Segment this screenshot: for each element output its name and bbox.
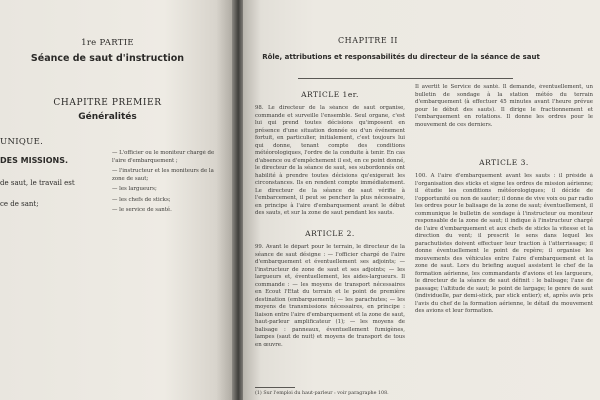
article-heading: ARTICLE 3. (479, 158, 529, 167)
margin-item: de saut, le travail est (0, 179, 75, 187)
footnote: (1) Sur l'emploi du haut-parleur : voir paragraphe 108. (255, 391, 389, 396)
list-item: — l'instructeur et les moniteurs de la zone de saut; (112, 168, 214, 182)
margin-item: UNIQUE. (0, 137, 44, 147)
article-text: 100. A l'aire d'embarquement avant les sauts : il préside à l'organisation des sticks et signe les ordres de mission aérienne; il étudie les conditions météorologiques; il décide de l'opportunité ou non de sauter; il donne de vive voix ou par radio les ordres pour le balisage de la zone de saut; éventuellement, il communique le bulletin de sondage à l'instructeur ou moniteur responsable de la zone de saut; il indique à l'instructeur chargé de l'aire d'embarquement et aux chefs de sticks la vitesse et la direction du vent; il prescrit le sens dans lequel les parachutistes doivent effectuer leur traction à l'atterrissage; il donne éventuellement le point de repère; il organise les mouvements des véhicules entre l'aire d'embarquement et la zone de saut. Lors du briefing auquel assistent le chef de la formation aérienne, les commandants d'avions et les largueurs, le directeur de la séance de saut définit : le balisage; l'axe de passage; l'altitude de saut; le point de largage; le genre de saut (individuelle, par demi-stick, par stick entier); et, après avis pris l'avis du chef de la formation aérienne, le détail du mouvement des avions et leur formation. (415, 173, 593, 314)
chapter-subtitle: Rôle, attributions et responsabilités du directeur de la séance de saut (262, 53, 540, 61)
left-page (0, 0, 235, 400)
footnote-rule (255, 387, 295, 388)
part-title: 1re PARTIE (81, 38, 134, 48)
intro-text: Il avertit le Service de santé. Il demande, éventuellement, un bulletin de sondage à la station météo du terrain d'embarquement (à effectuer 45 minutes avant l'heure prévue pour le début des sauts). Il dirige le fractionnement et l'embarquement en rotations. Il donne les ordres pour le mouvement de ces derniers. (415, 84, 593, 128)
margin-item: ce de sant; (0, 200, 39, 208)
text-column-left (255, 84, 405, 400)
chapter-subtitle: Généralités (78, 112, 137, 122)
article-text: 98. Le directeur de la séance de saut organise, commande et surveille l'ensemble. Seul organe, c'est lui qui prend toutes décisions qu'imposent en présence d'une situation donnée ou d'un événement fortuit, en particulier, initialement, c'est toujours lui qui donne, tenant compte des conditions météorologiques, l'ordre de la conduite à tenir. En cas d'absence ou d'empêchement il est, en ce point donné, le directeur de la séance de saut, ses subordonnés ont habilité à prendre toutes décisions qu'exigerait les circonstances. Ils en rendent compte immédiatement. Le directeur de la séance de saut vérifie à l'embarcement, il peut se pencher la plus nécessaire, en principe à l'aire d'embarquement avant le début des sauts, et sur la zone de saut pendant les sauts. (255, 105, 405, 216)
divider (298, 78, 513, 79)
right-page (243, 0, 600, 400)
article-text: 99. Avant le départ pour le terrain, le directeur de la séance de saut désigne : — l'officier chargé de l'aire d'embarquement et éventuellement ses adjoints; — l'instructeur de zone de saut et ses adjoints; — les largueurs et, éventuellement, les aides-largueurs. Il commande : — les moyens de transport nécessaires en Ecout l'Etat du terrain et le point de première destination (embarquement); — les parachutes; — les moyens de transmissions nécessaires, en principe : liaison entre l'aire d'embarquement et la zone de saut, haut-parleur amplificateur (1); — les moyens de balisage : panneaux, éventuellement fumigènes, lampes (saut de nuit) et moyens de transport de tous en œuvre. (255, 244, 405, 348)
list-item: — L'officier ou le moniteur chargé de l'aire d'embarquement ; (112, 150, 215, 164)
margin-item: DES MISSIONS. (0, 156, 69, 165)
article-heading: ARTICLE 1er. (301, 90, 359, 99)
session-title: Séance de saut d'instruction (30, 53, 185, 64)
text-column-right (415, 84, 593, 400)
role-list (112, 150, 224, 215)
chapter-heading: CHAPITRE II (337, 36, 399, 45)
list-item: — le service de santé. (112, 207, 172, 213)
article-heading: ARTICLE 2. (305, 229, 355, 238)
chapter-heading: CHAPITRE PREMIER (53, 98, 162, 108)
list-item: — les largueurs; (112, 186, 157, 192)
list-item: — les chefs de sticks; (112, 196, 171, 203)
